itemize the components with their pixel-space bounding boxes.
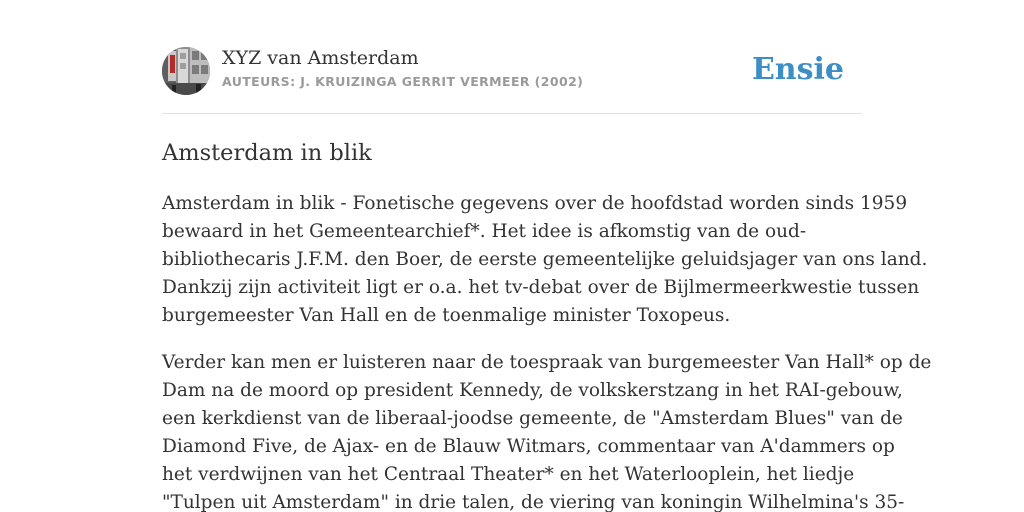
book-header [162, 46, 862, 114]
book-authors: AUTEURS: J. KRUIZINGA GERRIT VERMEER (2002) [222, 74, 584, 89]
paragraph-line: bibliothecaris J.F.M. den Boer, de eerste gemeentelijke geluidsjager van ons land. [162, 249, 928, 270]
ensie-logo[interactable]: Ensie [751, 52, 844, 87]
article-title: Amsterdam in blik [162, 140, 372, 166]
book-title[interactable]: XYZ van Amsterdam [222, 47, 419, 69]
paragraph-line: Diamond Five, de Ajax- en de Blauw Witmars, commentaar van A'dammers op [162, 436, 895, 457]
paragraph-line: burgemeester Van Hall en de toenmalige minister Toxopeus. [162, 305, 731, 326]
paragraph-line: Dankzij zijn activiteit ligt er o.a. het tv-debat over de Bijlmermeerkwestie tussen [162, 277, 920, 298]
book-cover-thumbnail[interactable] [162, 47, 210, 95]
paragraph-line: het verdwijnen van het Centraal Theater* en het Waterlooplein, het liedje [162, 464, 855, 485]
paragraph-line: Dam na de moord op president Kennedy, de volkskerstzang in het RAI-gebouw, [162, 380, 903, 401]
paragraph-line: Amsterdam in blik - Fonetische gegevens over de hoofdstad worden sinds 1959 [162, 193, 908, 214]
paragraph-line: een kerkdienst van de liberaal-joodse gemeente, de "Amsterdam Blues" van de [162, 408, 903, 429]
paragraph-line: Verder kan men er luisteren naar de toespraak van burgemeester Van Hall* op de [162, 352, 932, 373]
street-photo-icon [162, 47, 210, 95]
paragraph-line: bewaard in het Gemeentearchief*. Het idee is afkomstig van de oud- [162, 221, 807, 242]
paragraph-line: "Tulpen uit Amsterdam" in drie talen, de viering van koningin Wilhelmina's 35- [162, 492, 905, 512]
